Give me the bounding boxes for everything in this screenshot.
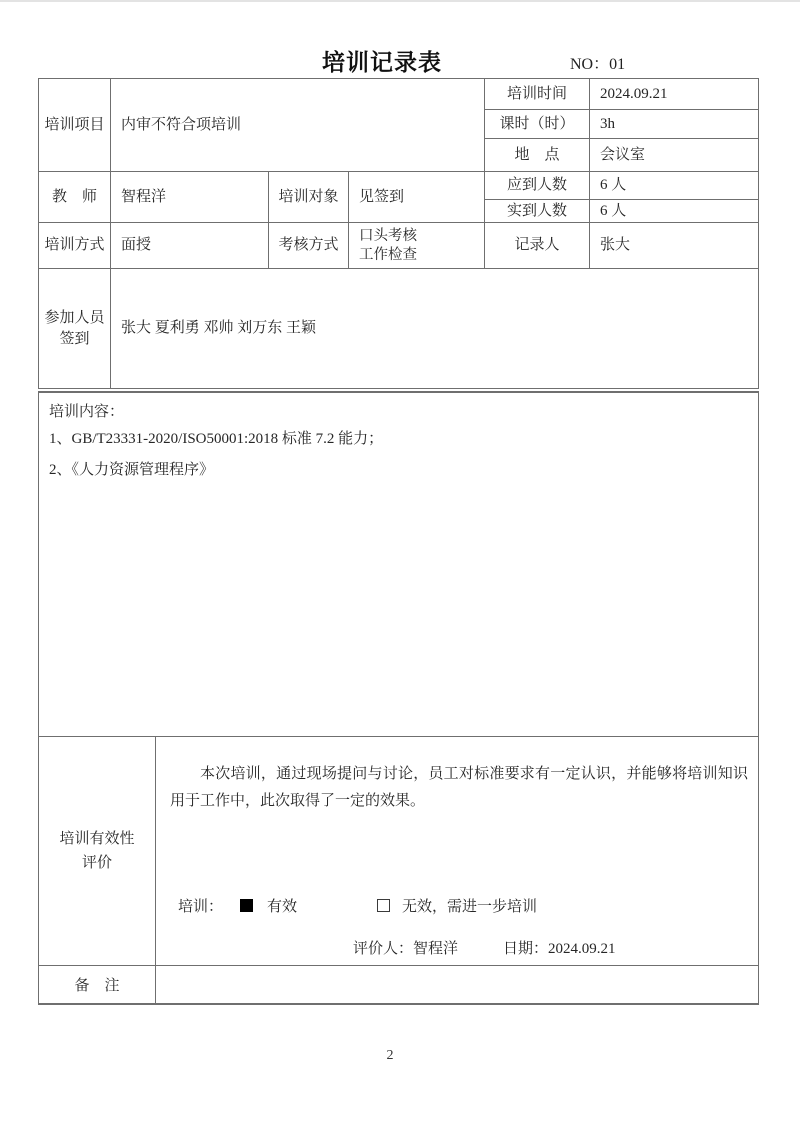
checkbox-unchecked-icon (377, 899, 390, 912)
attendees-signin-label-line2: 签到 (59, 330, 90, 347)
effectiveness-evaluation-label (39, 737, 156, 965)
assessment-method-line1: 口头考核 (359, 227, 417, 244)
location-label: 地 点 (485, 139, 590, 172)
evaluation-prefix: 培训： (178, 899, 224, 915)
class-hours-value: 3h (590, 110, 758, 139)
effectiveness-evaluation-row (39, 737, 758, 966)
training-method-label: 培训方式 (39, 223, 111, 269)
remark-label: 备 注 (39, 966, 156, 1003)
training-content-cell (39, 393, 758, 737)
assessment-method-line2: 工作检查 (359, 246, 417, 263)
assessment-method-value (349, 223, 485, 269)
location-value: 会议室 (590, 139, 758, 172)
attendees-names: 张大 夏利勇 邓帅 刘万东 王颖 (121, 320, 317, 336)
expected-attendance-label: 应到人数 (485, 172, 590, 200)
training-content-item-2: 2、《人力资源管理程序》 (49, 462, 215, 478)
evaluator-name: 智程洋 (413, 941, 459, 957)
training-project-value: 内审不符合项培训 (111, 79, 485, 172)
training-content-item-1: 1、GB/T23331-2020/ISO50001:2018 标准 7.2 能力； (49, 431, 384, 447)
page-title: 培训记录表 (322, 49, 442, 75)
doc-number: NO：01 (570, 56, 626, 73)
ineffective-option-label: 无效，需进一步培训 (402, 899, 538, 915)
date-label: 日期： (503, 941, 549, 957)
training-target-label: 培训对象 (269, 172, 349, 223)
evaluation-checkbox-line (178, 895, 537, 916)
lower-table (38, 391, 759, 1005)
actual-attendance-label: 实到人数 (485, 200, 590, 223)
date-value: 2024.09.21 (548, 941, 616, 957)
teacher-label: 教 师 (39, 172, 111, 223)
training-project-label: 培训项目 (39, 79, 111, 172)
actual-attendance-value: 6 人 (590, 200, 758, 223)
recorder-label: 记录人 (485, 223, 590, 269)
evaluation-date (503, 937, 616, 958)
remark-value (156, 966, 758, 1003)
effective-option-label: 有效 (267, 899, 298, 915)
attendees-signin-label-line1: 参加人员 (44, 309, 105, 326)
expected-attendance-value: 6 人 (590, 172, 758, 200)
training-time-label: 培训时间 (485, 79, 590, 110)
training-method-value: 面授 (111, 223, 269, 269)
evaluation-sign-line (156, 937, 758, 957)
upper-table (38, 78, 759, 389)
training-time-value: 2024.09.21 (590, 79, 758, 110)
evaluator-signature (353, 937, 458, 958)
effectiveness-evaluation-label-line1: 培训有效性 (59, 831, 135, 847)
training-target-value: 见签到 (349, 172, 485, 223)
effectiveness-evaluation-label-line2: 评价 (81, 855, 112, 871)
recorder-value: 张大 (590, 223, 758, 269)
training-content-heading: 培训内容： (49, 404, 125, 420)
page-number: 2 (386, 1048, 394, 1063)
teacher-value: 智程洋 (111, 172, 269, 223)
class-hours-label: 课时（时） (485, 110, 590, 139)
assessment-method-label: 考核方式 (269, 223, 349, 269)
evaluator-label: 评价人： (353, 941, 414, 957)
attendees-signin-label (39, 269, 111, 388)
evaluation-paragraph: 本次培训，通过现场提问与讨论，员工对标准要求有一定认识，并能够将培训知识用于工作中，此次取得了一定的效果。 (170, 766, 748, 809)
checkbox-checked-icon (240, 899, 253, 912)
effectiveness-evaluation-body (156, 737, 758, 965)
scan-edge-artifact (0, 0, 800, 2)
remark-row (39, 966, 758, 1003)
